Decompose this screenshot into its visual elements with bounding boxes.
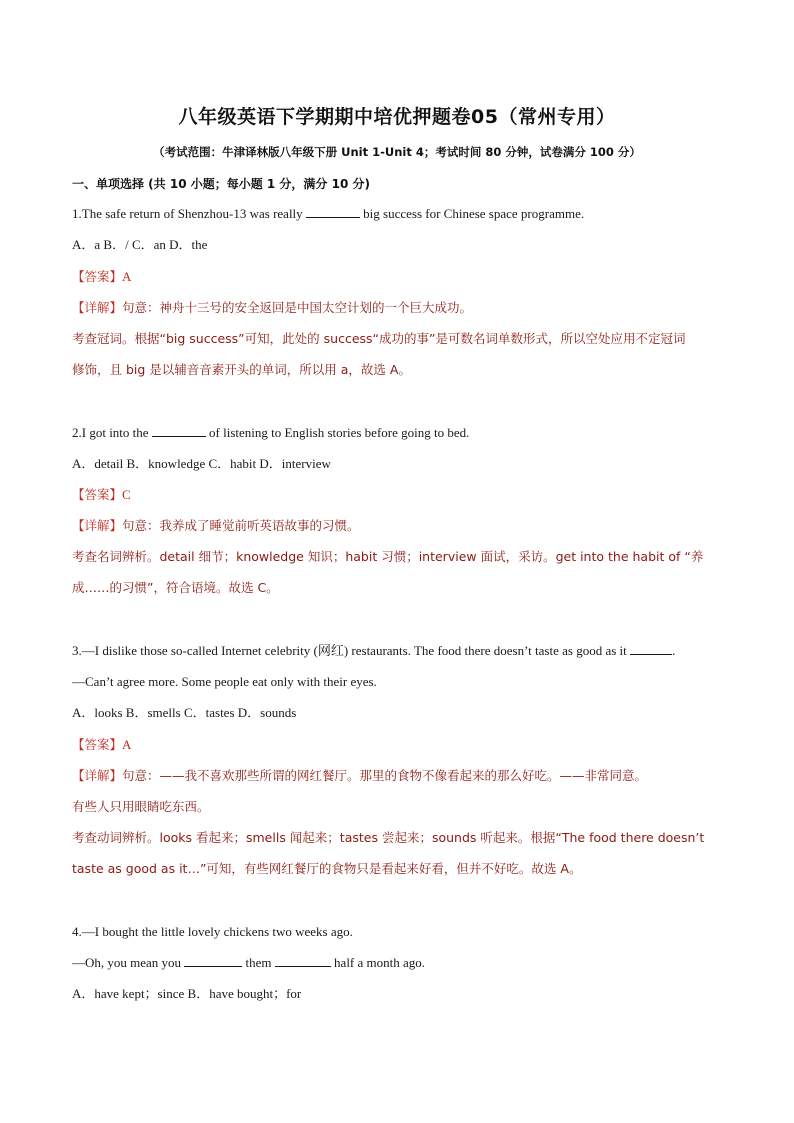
question-1-detail-line-1: 【详解】句意：神舟十三号的安全返回是中国太空计划的一个巨大成功。 — [72, 300, 473, 315]
detail-tag: 【详解】 — [72, 518, 123, 533]
answer-value: A — [122, 269, 132, 284]
question-3-stem-line-2: —Can’t agree more. Some people eat only with their eyes. — [72, 674, 377, 689]
exam-info-subtitle: （考试范围：牛津译林版八年级下册 Unit 1-Unit 4；考试时间 80 分钟，试卷满分 100 分） — [153, 145, 641, 159]
question-2-detail-line-1: 【详解】句意：我养成了睡觉前听英语故事的习惯。 — [72, 518, 360, 533]
question-1-options: A．a B．/ C．an D．the — [72, 237, 208, 252]
question-2-detail-line-3: 成……的习惯”，符合语境。故选 C。 — [72, 580, 279, 595]
answer-tag: 【答案】 — [72, 269, 123, 284]
answer-value: A — [122, 737, 132, 752]
question-4-options: A．have kept；since B．have bought；for — [72, 986, 302, 1001]
section-heading: 一、单项选择 (共 10 小题；每小题 1 分，满分 10 分) — [72, 177, 370, 191]
question-2-options: A．detail B．knowledge C．habit D．interview — [72, 456, 331, 471]
page-title: 八年级英语下学期期中培优押题卷05（常州专用） — [178, 106, 616, 128]
question-3-detail-line-2: 有些人只用眼睛吃东西。 — [72, 799, 210, 814]
question-3-options: A．looks B．smells C．tastes D．sounds — [72, 705, 297, 720]
question-2-answer — [72, 486, 131, 504]
question-2-detail-line-2: 考查名词辨析。detail 细节；knowledge 知识；habit 习惯；interview 面试，采访。get into the habit of “养 — [72, 549, 704, 564]
answer-value: C — [122, 487, 131, 502]
question-4-blank-2 — [275, 954, 331, 967]
question-2-blank — [152, 424, 206, 437]
question-4-blank-1 — [184, 954, 242, 967]
question-3-detail-line-1: 【详解】句意：——我不喜欢那些所谓的网红餐厅。那里的食物不像看起来的那么好吃。——非常同意。 — [72, 768, 648, 783]
question-1-stem-post: big success for Chinese space programme. — [359, 206, 585, 221]
question-2-stem: 2.I got into the of listening to English stories before going to bed. — [72, 425, 470, 440]
question-1-detail-line-2: 考查冠词。根据“big success”可知，此处的 success“成功的事”是可数名词单数形式，所以空处应用不定冠词 — [72, 331, 686, 346]
question-4-stem-line-2: —Oh, you mean you them half a month ago. — [72, 955, 426, 970]
question-3-detail-line-4: taste as good as it…”可知，有些网红餐厅的食物只是看起来好看，但并不好吃。故选 A。 — [72, 861, 582, 876]
detail-tag: 【详解】 — [72, 300, 123, 315]
question-1-stem — [72, 205, 584, 223]
question-3-answer — [72, 736, 131, 754]
question-4-stem: 4.—I bought the little lovely chickens two weeks ago. — [72, 924, 353, 939]
answer-tag: 【答案】 — [72, 737, 123, 752]
question-3-detail-line-3: 考查动词辨析。looks 看起来；smells 闻起来；tastes 尝起来；sounds 听起来。根据“The food there doesn’t — [72, 830, 705, 845]
question-3-stem: 3.—I dislike those so-called Internet celebrity (网红) restaurants. The food there doesn’t taste as good as it . — [72, 643, 676, 658]
answer-tag: 【答案】 — [72, 487, 123, 502]
question-1-stem-pre: 1.The safe return of Shenzhou-13 was really — [72, 206, 306, 221]
detail-tag: 【详解】 — [72, 768, 123, 783]
question-3-blank — [630, 642, 672, 655]
question-1-answer — [72, 268, 131, 286]
question-1-detail-line-3: 修饰，且 big 是以辅音音素开头的单词，所以用 a，故选 A。 — [72, 362, 411, 377]
question-1-blank — [306, 205, 360, 218]
